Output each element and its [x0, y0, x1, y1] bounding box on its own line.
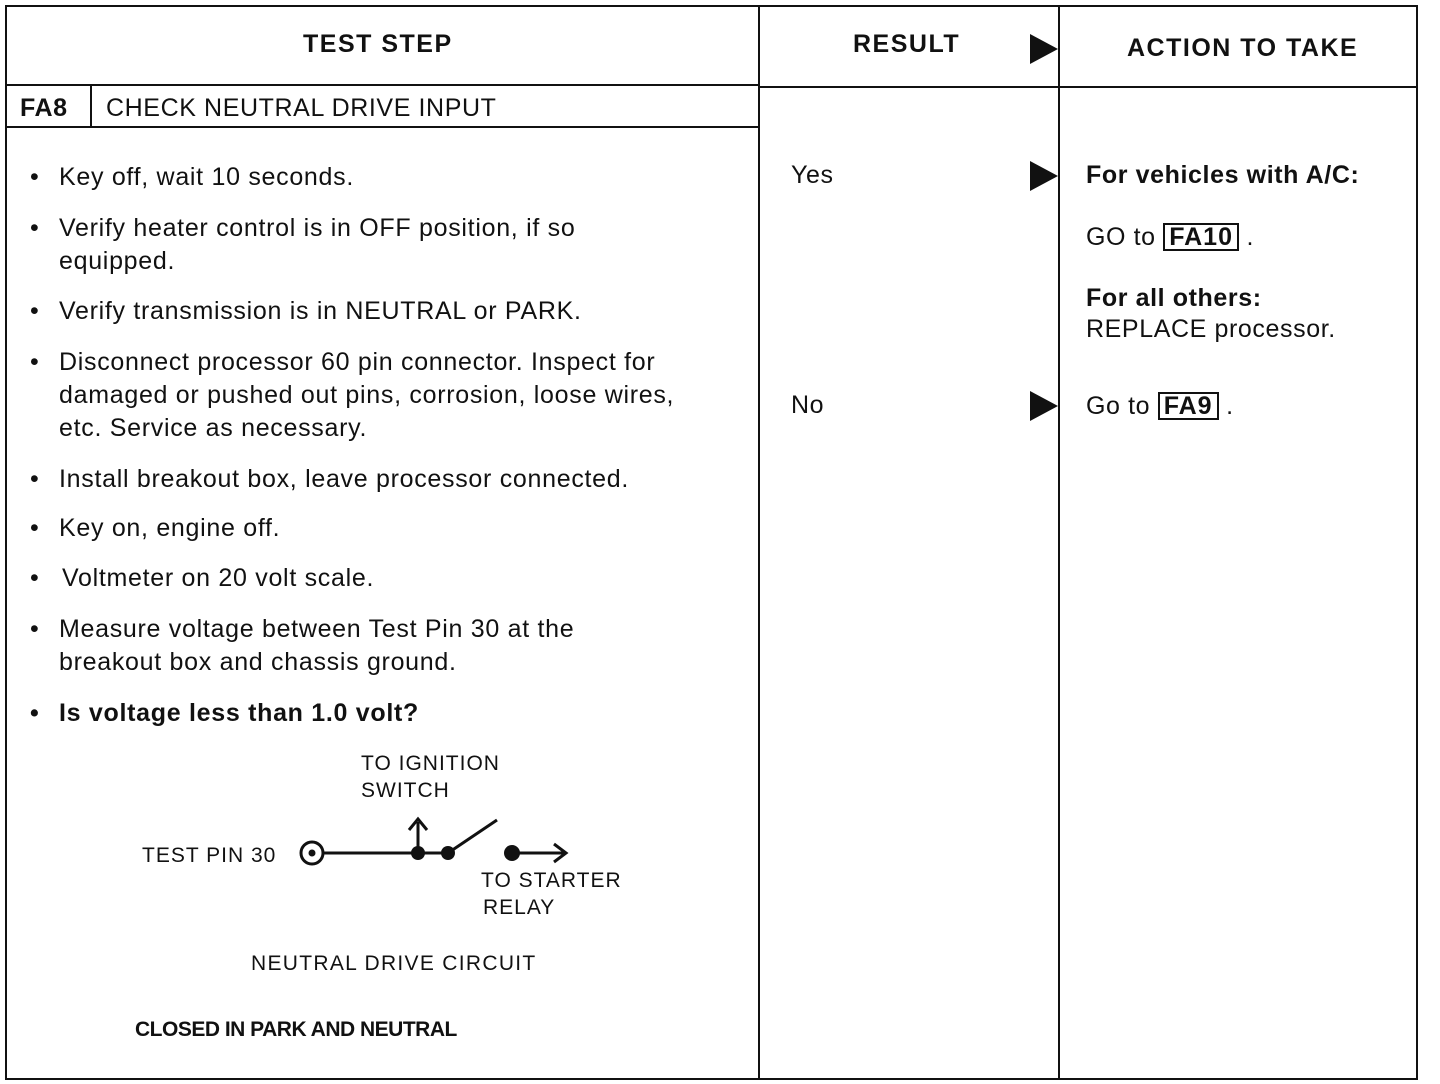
header-divider-right [758, 86, 1418, 88]
instruction-item: Verify transmission is in NEUTRAL or PARK. [59, 297, 582, 325]
instruction-item: Disconnect processor 60 pin connector. Inspect for damaged or pushed out pins, corrosion, loose wires, etc. Service as necessary. [59, 348, 675, 442]
diagram-circuit-name: NEUTRAL DRIVE CIRCUIT [251, 952, 537, 975]
diagram-label-to-ignition: TO IGNITION [361, 752, 500, 775]
diagram-label-switch: SWITCH [361, 779, 450, 802]
step-code: FA8 [20, 94, 68, 122]
period-text: . [1246, 223, 1255, 251]
diagram-label-relay: RELAY [483, 896, 556, 919]
bullet-icon: • [30, 615, 39, 643]
column-divider-result [758, 5, 760, 1080]
action-yes-others-heading: For all others: [1086, 284, 1262, 312]
bullet-icon: • [30, 348, 39, 376]
step-title-divider [5, 126, 760, 128]
bullet-icon: • [30, 514, 39, 542]
step-title: CHECK NEUTRAL DRIVE INPUT [106, 94, 497, 122]
instruction-item: Measure voltage between Test Pin 30 at the breakout box and chassis ground. [59, 615, 575, 676]
bullet-icon: • [30, 699, 39, 727]
instruction-item: Key off, wait 10 seconds. [59, 163, 354, 191]
step-code-divider [90, 84, 92, 128]
result-no: No [791, 391, 825, 419]
column-divider-action [1058, 5, 1060, 1080]
action-yes-ac-goto [1086, 221, 1254, 254]
instruction-item: Install breakout box, leave processor connected. [59, 465, 630, 493]
header-result: RESULT [853, 30, 961, 58]
instruction-item: Key on, engine off. [59, 514, 281, 542]
instruction-question: Is voltage less than 1.0 volt? [59, 699, 420, 727]
instruction-item: Voltmeter on 20 volt scale. [62, 564, 375, 592]
action-yes-ac-heading: For vehicles with A/C: [1086, 161, 1360, 189]
result-yes-arrow-icon [1030, 161, 1058, 191]
action-go-to-text: GO to [1086, 223, 1156, 251]
circuit-schematic-icon [290, 810, 580, 880]
header-test-step: TEST STEP [303, 30, 453, 58]
diagram-label-to-starter: TO STARTER [481, 869, 622, 892]
period-text: . [1226, 392, 1234, 420]
diagram-closed-note: CLOSED IN PARK AND NEUTRAL [135, 1018, 457, 1041]
header-arrow-icon [1030, 34, 1058, 64]
bullet-icon: • [30, 163, 39, 191]
result-no-arrow-icon [1030, 391, 1058, 421]
header-divider-left [5, 84, 760, 86]
bullet-icon: • [30, 465, 39, 493]
action-go-to-text: Go to [1086, 392, 1151, 420]
action-no-goto [1086, 390, 1234, 423]
bullet-icon: • [30, 214, 39, 242]
header-action-to-take: ACTION TO TAKE [1127, 34, 1359, 62]
bullet-icon: • [30, 564, 39, 592]
bullet-icon: • [30, 297, 39, 325]
result-yes: Yes [791, 161, 834, 189]
goto-fa10-link[interactable]: FA10 [1163, 223, 1239, 251]
goto-fa9-link[interactable]: FA9 [1158, 392, 1219, 420]
diagram-label-test-pin: TEST PIN 30 [142, 844, 277, 867]
instruction-item: Verify heater control is in OFF position, if so equipped. [59, 214, 576, 275]
action-yes-others-text: REPLACE processor. [1086, 315, 1336, 343]
